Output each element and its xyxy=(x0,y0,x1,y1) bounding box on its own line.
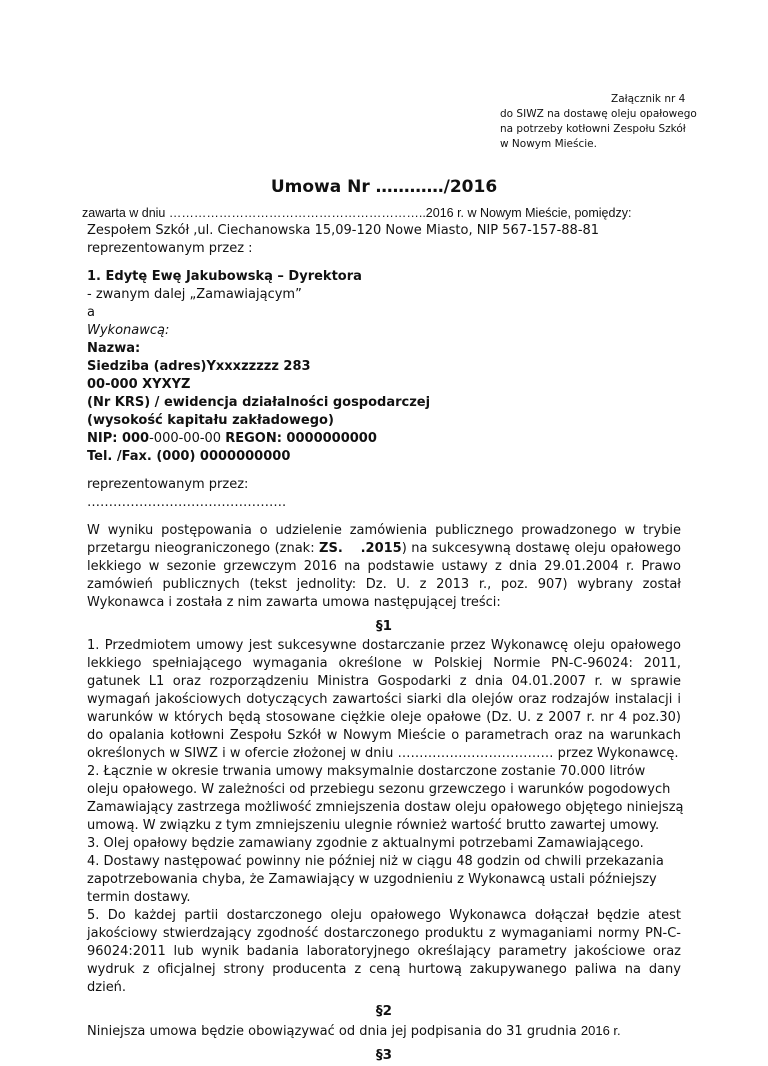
s1-point-2: oleju opałowego. W zależności od przebiegu sezonu grzewczego i warunków pogodowych xyxy=(87,782,671,797)
s1-point-3: 3. Olej opałowy będzie zamawiany zgodnie z aktualnymi potrzebami Zamawiającego. xyxy=(87,836,644,851)
contractor-nip-regon xyxy=(87,430,681,448)
contractor-name: Nazwa: xyxy=(87,341,141,356)
contractor-rep-dots: ………………………………………. xyxy=(87,495,287,510)
section-2-heading: §2 xyxy=(375,1003,393,1019)
contractor-seat: Siedziba (adres)Yxxxzzzzz 283 xyxy=(87,359,311,374)
s1-point-4: zapotrzebowania chyba, że Zamawiający w uzgodnieniu z Wykonawcą ustali późniejszy xyxy=(87,872,657,887)
intro-paragraph xyxy=(87,522,681,612)
attachment-line: w Nowym Mieście. xyxy=(500,138,597,150)
s2-text xyxy=(87,1022,681,1041)
s1-point-1: 1. Przedmiotem umowy jest sukcesywne dostarczanie przez Wykonawcę oleju opałowego lekkiego spełniającego wymagania określone w Polskiej Normie PN-C-96024: 2011, gatunek L1 oraz rozporządzeniu Ministra Gospodarki z dnia 04.01.2007 r. w sprawie wymagań jakościowych dotyczących zawartości siarki dla olejów oraz rodzajów instalacji i warunków w których będą stosowane ciężkie oleje opałowe (Dz. U. z 2007 r. nr 4 poz.30) do opalania kotłowni Zespołu Szkół w Nowym Mieście o parametrach oraz na warunkach określonych w SIWZ i w ofercie złożonej w dniu ……………………………… przez Wykonawcę. xyxy=(87,638,681,761)
document-body xyxy=(82,204,684,1066)
nip-label: NIP: 000 xyxy=(87,431,150,446)
and-word: a xyxy=(87,305,95,320)
attachment-number: Załącznik nr 4 xyxy=(611,93,686,105)
s1-point-4: 4. Dostawy następować powinny nie później niż w ciągu 48 godzin od chwili przekazania xyxy=(87,854,664,869)
director-name: 1. Edytę Ewę Jakubowską – Dyrektora xyxy=(87,269,362,284)
section-3-heading: §3 xyxy=(375,1047,393,1063)
contractor-krs: (Nr KRS) / ewidencja działalności gospodarczej xyxy=(87,395,431,410)
s1-point-5: 5. Do każdej partii dostarczonego oleju opałowego Wykonawca dołączał będzie atest jakościowy stwierdzający zgodność dostarczonego produktu z wymaganiami normy PN-C-96024:2011 lub wynik badania laboratoryjnego określający parametry jakościowe oraz wydruk z oficjalnej strony producenta z ceną hurtową zakupywanego paliwa na dany dzień. xyxy=(87,908,681,995)
called-employer: - zwanym dalej „Zamawiającym” xyxy=(87,287,302,302)
attachment-line: do SIWZ na dostawę oleju opałowego xyxy=(500,108,697,120)
concluded-line: zawarta w dniu ……………………………………………………..2016 r. w Nowym Mieście, pomiędzy: xyxy=(82,206,632,220)
s2-text-year: 2016 r. xyxy=(580,1023,621,1038)
contractor-label: Wykonawcą: xyxy=(87,323,170,338)
intro-text-2: ) na sukcesywną dostawę oleju opałowego lekkiego w sezonie grzewczym 2016 na podstawie ustawy z dnia 29.01.2004 r. Prawo zamówień publicznych (tekst jednolity: Dz. U. z 2013 r., poz. 907) wybrany został Wykonawca i została z nim zawarta umowa następującej treści: xyxy=(87,541,681,610)
contractor-capital: (wysokość kapitału zakładowego) xyxy=(87,413,334,428)
contractor-postal: 00-000 XYXYZ xyxy=(87,377,191,392)
s1-point-2: 2. Łącznie w okresie trwania umowy maksymalnie dostarczone zostanie 70.000 litrów xyxy=(87,764,646,779)
intro-text: W wyniku postępowania o udzielenie zamówienia publicznego prowadzonego w trybie przetargu nieograniczonego (znak: xyxy=(87,523,681,556)
employer-line: Zespołem Szkół ,ul. Ciechanowska 15,09-120 Nowe Miasto, NIP 567-157-88-81 xyxy=(87,223,600,238)
regon: REGON: 0000000000 xyxy=(225,431,377,446)
contractor-represented: reprezentowanym przez: xyxy=(87,477,249,492)
contractor-tel: Tel. /Fax. (000) 0000000000 xyxy=(87,449,291,464)
attachment-line: na potrzeby kotłowni Zespołu Szkół xyxy=(500,123,686,135)
s2-text-main: Niniejsza umowa będzie obowiązywać od dnia jej podpisania do 31 grudnia xyxy=(87,1024,581,1039)
s1-point-2: Zamawiający zastrzega możliwość zmniejszenia dostaw oleju opałowego objętego niniejszą xyxy=(87,800,684,815)
nip-number: -000-00-00 xyxy=(149,431,226,446)
s1-point-4: termin dostawy. xyxy=(87,890,191,905)
s1-point-2: umową. W związku z tym zmniejszeniu ulegnie również wartość brutto zawartej umowy. xyxy=(87,818,660,833)
document-title: Umowa Nr …………/2016 xyxy=(270,177,498,197)
ref-b: .2015 xyxy=(360,541,402,556)
attachment-note xyxy=(500,92,740,152)
represented-by: reprezentowanym przez : xyxy=(87,241,253,256)
section-1-heading: §1 xyxy=(375,618,393,634)
ref-a: ZS. xyxy=(319,541,343,556)
